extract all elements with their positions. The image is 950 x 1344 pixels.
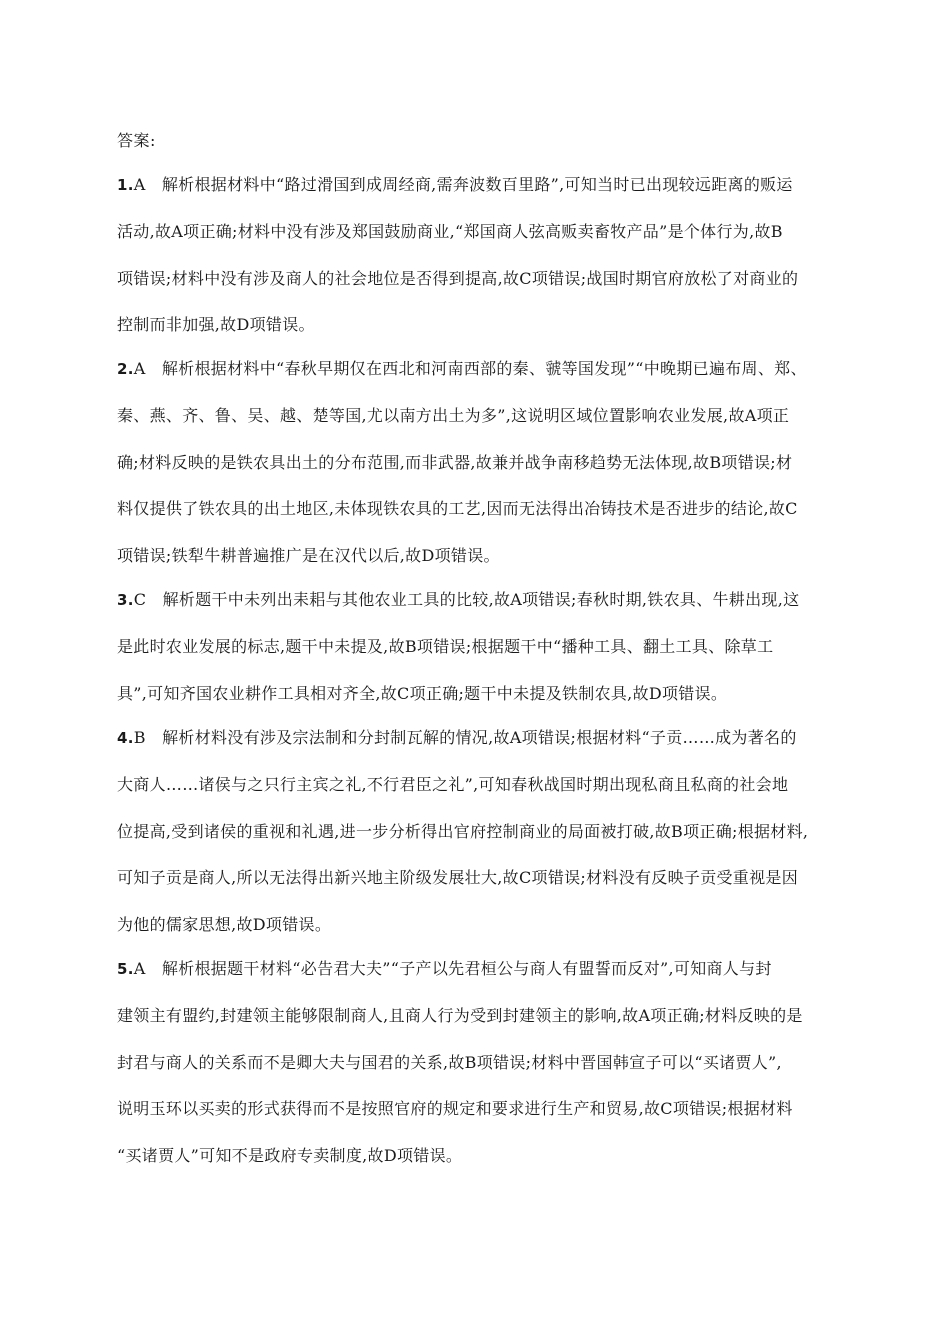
answer-1-line-1: 1.A 解析根据材料中“路过滑国到成周经商,需奔波数百里路”,可知当时已出现较远距离的贩运 [117, 175, 793, 194]
answer-2-line-4: 料仅提供了铁农具的出土地区,未体现铁农具的工艺,因而无法得出冶铸技术是否进步的结论,故C [117, 499, 798, 518]
answer-1-line-4: 控制而非加强,故D项错误。 [117, 315, 315, 334]
answer-4-number: 4. [117, 729, 134, 747]
answers-heading: 答案: [117, 131, 156, 150]
answer-3-line-3: 具”,可知齐国农业耕作工具相对齐全,故C项正确;题干中未提及铁制农具,故D项错误。 [117, 684, 728, 703]
answer-2-line-2: 秦、燕、齐、鲁、吴、越、楚等国,尤以南方出土为多”,这说明区域位置影响农业发展,故A项正 [117, 406, 790, 425]
answer-2-line-5: 项错误;铁犁牛耕普遍推广是在汉代以后,故D项错误。 [117, 546, 500, 565]
answer-5-number: 5. [117, 960, 134, 978]
answer-2-line-1: 2.A 解析根据材料中“春秋早期仅在西北和河南西部的秦、虢等国发现”“中晚期已遍布周、郑、 [117, 359, 807, 378]
answer-2-line-3: 确;材料反映的是铁农具出土的分布范围,而非武器,故兼并战争南移趋势无法体现,故B项错误;材 [117, 453, 793, 472]
answer-4-line-2: 大商人……诸侯与之只行主宾之礼,不行君臣之礼”,可知春秋战国时期出现私商且私商的社会地 [117, 775, 789, 794]
answer-5-line-3: 封君与商人的关系而不是卿大夫与国君的关系,故B项错误;材料中晋国韩宣子可以“买诸贾人”, [117, 1053, 782, 1072]
answer-1-line-3: 项错误;材料中没有涉及商人的社会地位是否得到提高,故C项错误;战国时期官府放松了对商业的 [117, 269, 799, 288]
answer-2-number: 2. [117, 360, 134, 378]
answer-5-line-4: 说明玉环以买卖的形式获得而不是按照官府的规定和要求进行生产和贸易,故C项错误;根据材料 [117, 1099, 793, 1118]
answer-5-line-2: 建领主有盟约,封建领主能够限制商人,且商人行为受到封建领主的影响,故A项正确;材料反映的是 [117, 1006, 803, 1025]
answer-4-line-4: 可知子贡是商人,所以无法得出新兴地主阶级发展壮大,故C项错误;材料没有反映子贡受重视是因 [117, 868, 799, 887]
answer-1-line-2: 活动,故A项正确;材料中没有涉及郑国鼓励商业,“郑国商人弦高贩卖畜牧产品”是个体行为,故B [117, 222, 783, 241]
answer-4-line-5: 为他的儒家思想,故D项错误。 [117, 915, 332, 934]
answer-3-number: 3. [117, 591, 134, 609]
answer-5-line-1: 5.A 解析根据题干材料“必告君大夫”“子产以先君桓公与商人有盟誓而反对”,可知商人与封 [117, 959, 772, 978]
answer-1-number: 1. [117, 176, 134, 194]
answer-3-line-1: 3.C 解析题干中未列出耒耜与其他农业工具的比较,故A项错误;春秋时期,铁农具、牛耕出现,这 [117, 590, 800, 609]
answer-4-line-1: 4.B 解析材料没有涉及宗法制和分封制瓦解的情况,故A项错误;根据材料“子贡……成为著名的 [117, 728, 797, 747]
answer-3-line-2: 是此时农业发展的标志,题干中未提及,故B项错误;根据题干中“播种工具、翻土工具、除草工 [117, 637, 774, 656]
answer-5-line-5: “买诸贾人”可知不是政府专卖制度,故D项错误。 [117, 1146, 463, 1165]
answer-4-line-3: 位提高,受到诸侯的重视和礼遇,进一步分析得出官府控制商业的局面被打破,故B项正确;根据材料, [117, 822, 809, 841]
